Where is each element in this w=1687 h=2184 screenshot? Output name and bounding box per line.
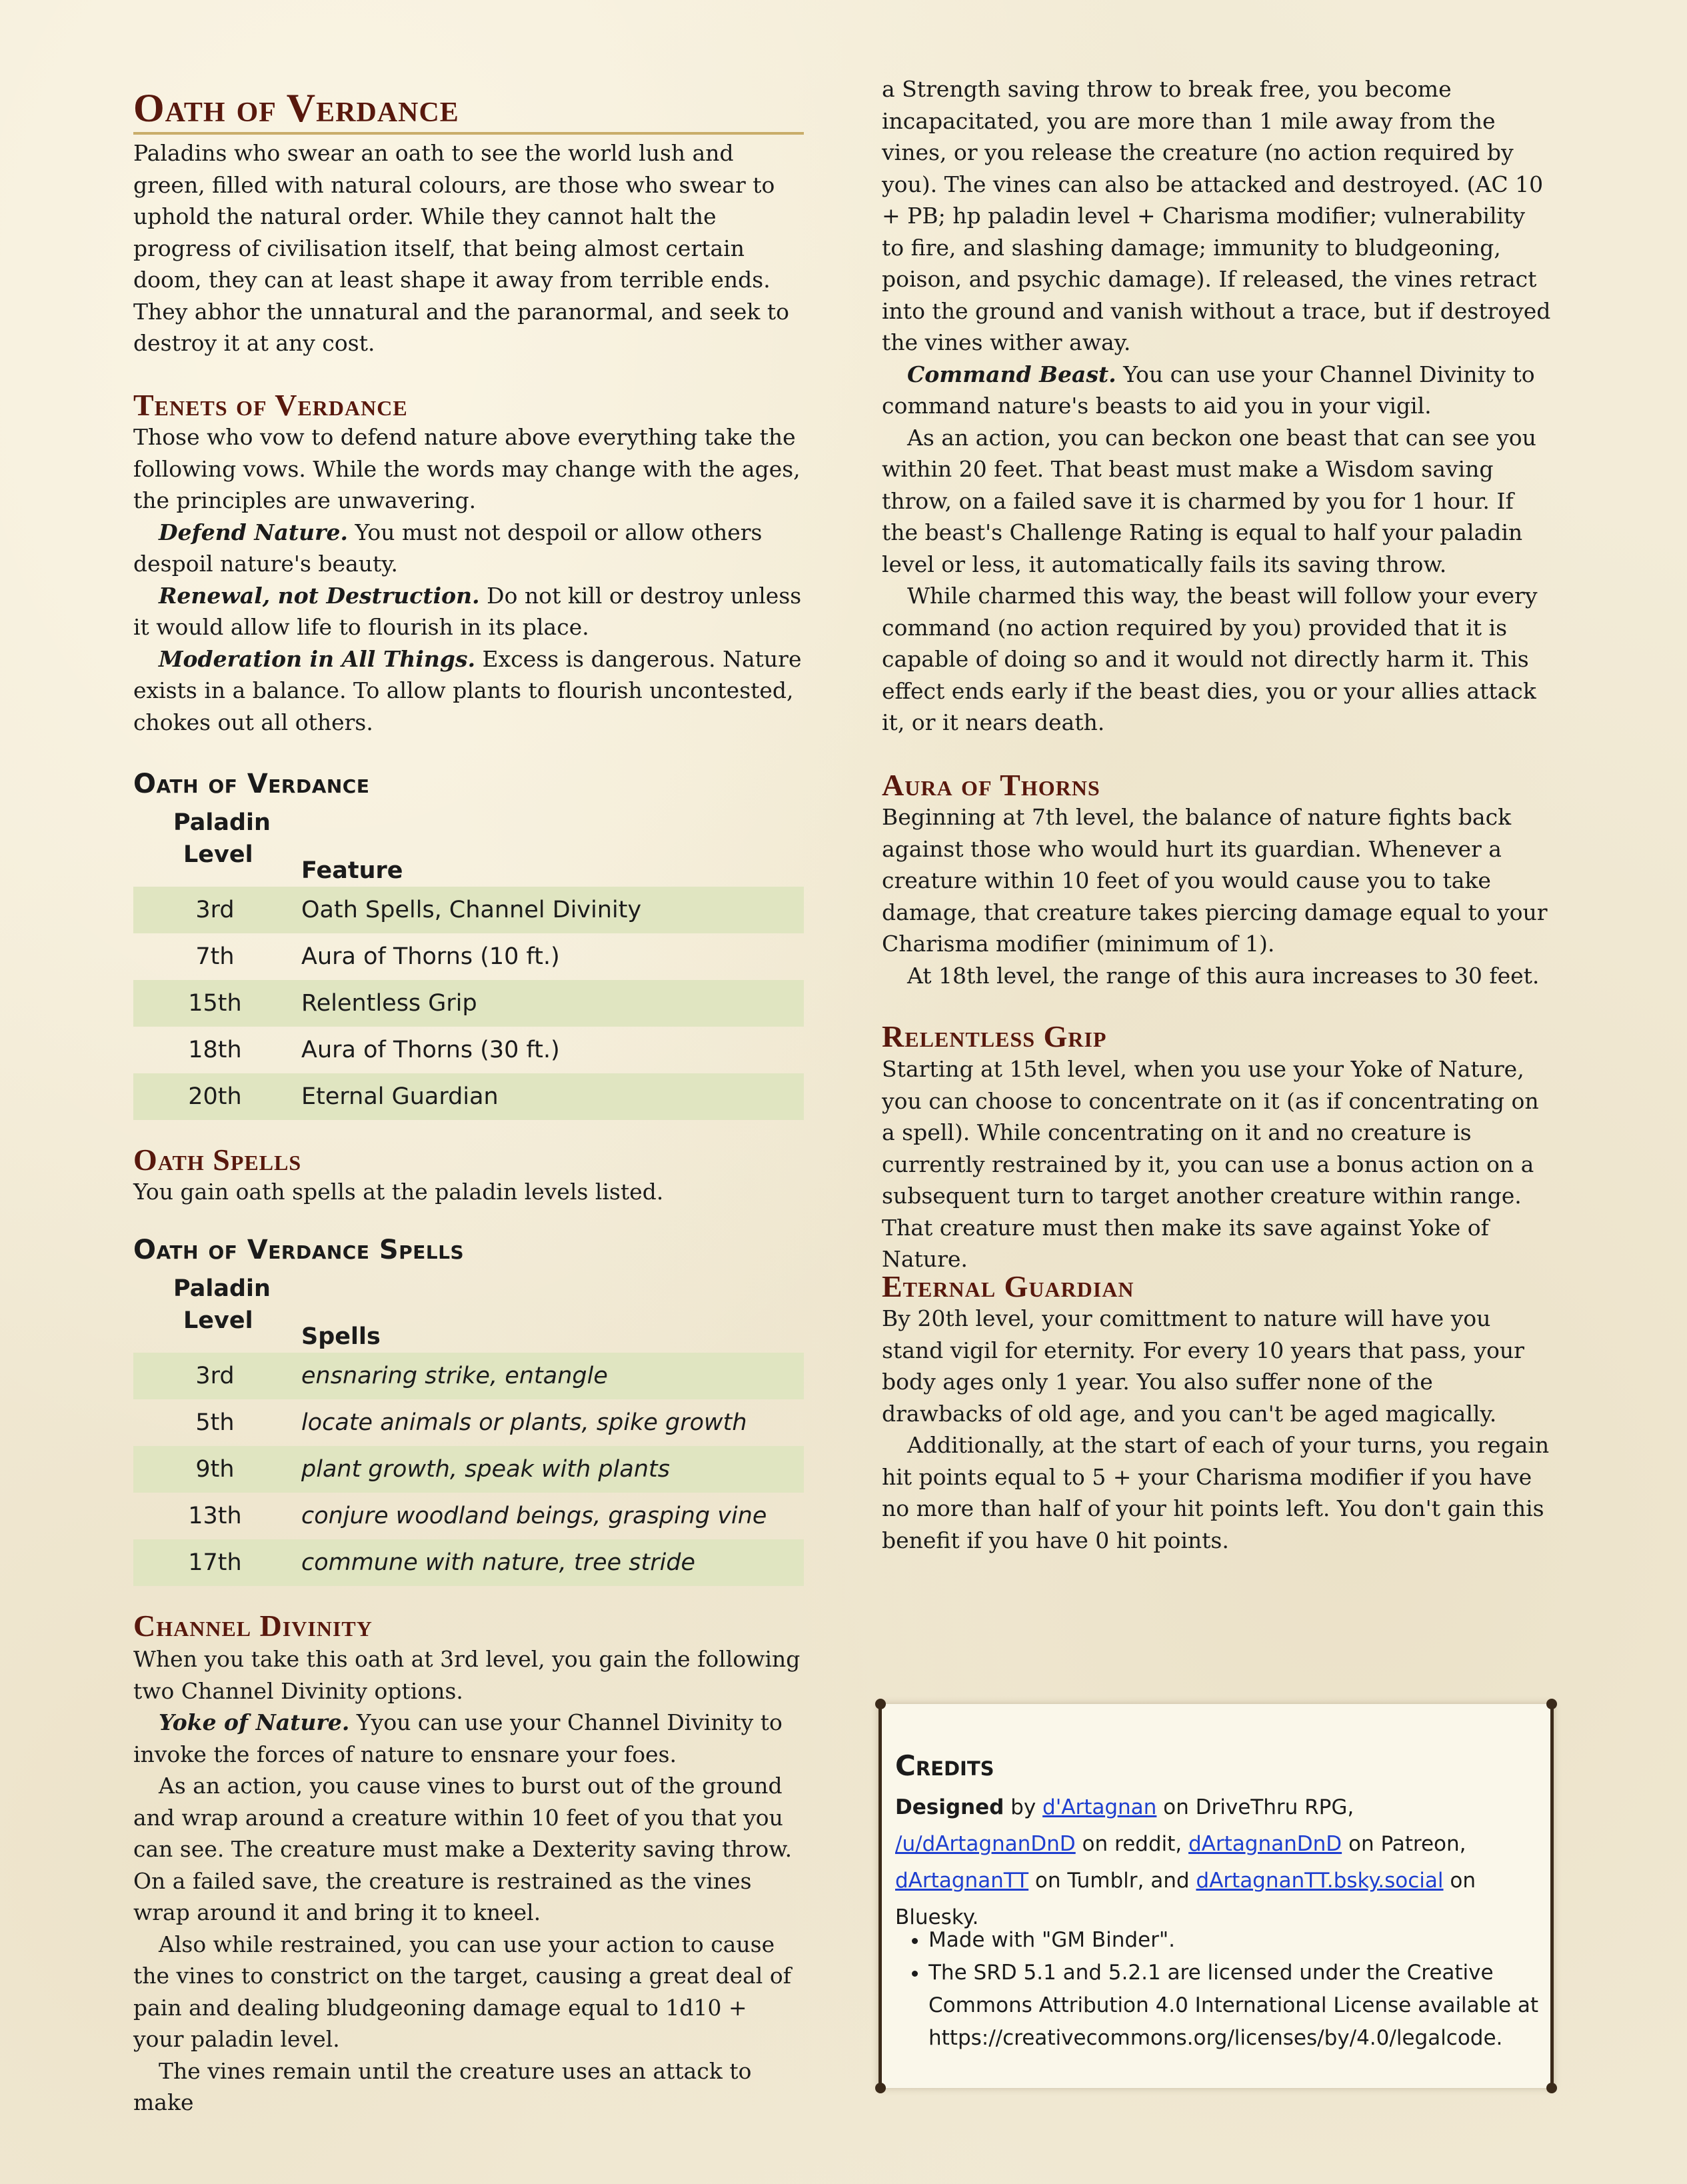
level-cell: 3rd — [195, 1363, 235, 1389]
col-header-feature: Feature — [301, 857, 403, 884]
credits-list-item: • The SRD 5.1 and 5.2.1 are licensed under the Creative Commons Attribution 4.0 International License available at https://creativecommons.org/licenses/by/4.0/legalcode. — [928, 1957, 1568, 2055]
channel-divinity-section — [133, 1643, 804, 2119]
tenet-text: You must not despoil or allow others despoil nature's beauty. — [133, 519, 763, 577]
level-cell: 9th — [195, 1456, 235, 1483]
level-cell: 17th — [188, 1549, 242, 1576]
table-row — [133, 1493, 804, 1539]
beast-term: Command Beast. — [907, 361, 1116, 387]
table-row — [133, 1446, 804, 1493]
aura-p2: At 18th level, the range of this aura increases to 30 feet. — [907, 962, 1540, 989]
page-title: Oath of Verdance — [133, 86, 459, 130]
tenet-term: Defend Nature. — [159, 519, 349, 545]
credits-title: Credits — [895, 1749, 994, 1782]
table-row — [133, 980, 804, 1027]
credits-body — [895, 1789, 1535, 1936]
feature-cell: Eternal Guardian — [301, 1083, 499, 1110]
tenet-item — [133, 643, 804, 739]
grip-p1: Starting at 15th level, when you use your Yoke of Nature, you can choose to concentrate on it (as if concentrating on a spell). While concentrating on it and no creature is currently restrained by it, you can use a bonus action on a subsequent turn to target another creature within range. That creature must then make its save against Yoke of Nature. — [882, 1056, 1539, 1272]
channel-intro: When you take this oath at 3rd level, you gain the following two Channel Divinity options. — [133, 1646, 801, 1704]
tenets-intro: Those who vow to defend nature above everything take the following vows. While the words may change with the ages, the principles are unwavering. — [133, 424, 801, 513]
guardian-heading: Eternal Guardian — [882, 1269, 1134, 1303]
col-header-level — [133, 807, 297, 871]
credits-text: on Tumblr, and — [1028, 1869, 1196, 1893]
grip-heading: Relentless Grip — [882, 1019, 1107, 1053]
beast-paragraph — [882, 359, 1552, 422]
guardian-p2: Additionally, at the start of each of your turns, you regain hit points equal to 5 + your Charisma modifier if you have no more than half of your hit points left. You don't gain this benefit if you have 0 hit points. — [882, 1432, 1550, 1553]
col-header-level-line2: Level — [183, 841, 253, 868]
tenet-text: Do not kill or destroy unless it would allow life to flourish in its place. — [133, 582, 802, 640]
col-header-spells: Spells — [301, 1323, 381, 1350]
designed-label: Designed — [895, 1795, 1004, 1819]
level-cell: 15th — [188, 990, 242, 1017]
table-row — [133, 1399, 804, 1446]
col-header-level-line1: Paladin — [173, 809, 271, 836]
tenets-section — [133, 421, 804, 738]
level-cell: 13th — [188, 1503, 242, 1529]
yoke-text: Yyou can use your Channel Divinity to invoke the forces of nature to ensnare your foes. — [133, 1709, 783, 1767]
level-cell: 18th — [188, 1037, 242, 1063]
tenets-heading: Tenets of Verdance — [133, 388, 408, 422]
credits-text: on Bluesky. — [895, 1869, 1476, 1929]
table-header — [133, 1273, 804, 1353]
link-patreon[interactable]: dArtagnanDnD — [1188, 1832, 1342, 1856]
col-header-level — [133, 1273, 297, 1337]
table-row — [133, 933, 804, 980]
oath-spells-text: You gain oath spells at the paladin levels listed. — [133, 1179, 664, 1205]
intro-paragraph: Paladins who swear an oath to see the world lush and green, filled with natural colours, are those who swear to uphold the natural order. While they cannot halt the progress of civilisation itself, that being almost certain doom, they can at least shape it away from terrible ends. They abhor the unnatural and the paranormal, and seek to destroy it at any cost. — [133, 140, 789, 356]
aura-section — [882, 801, 1552, 991]
yoke-p4-continued: a Strength saving throw to break free, you become incapacitated, you are more than 1 mile away from the vines, or you release the creature (no action required by you). The vines can also be attacked and destroyed. (AC 10 + PB; hp paladin level + Charisma modifier; vulnerability to fire, and slashing damage; immunity to bludgeoning, poison, and psychic damage). If released, the vines retract into the ground and vanish without a trace, but if destroyed the vines wither away. — [882, 76, 1551, 355]
tenet-term: Renewal, not Destruction. — [159, 582, 480, 609]
tenet-item — [133, 580, 804, 643]
spells-cell: locate animals or plants, spike growth — [301, 1409, 747, 1436]
title-rule — [133, 132, 804, 135]
aura-heading: Aura of Thorns — [882, 768, 1100, 802]
credits-text: on DriveThru RPG, — [1156, 1795, 1354, 1819]
corner-ornament — [1546, 2083, 1557, 2093]
tenet-item — [133, 517, 804, 580]
level-cell: 5th — [195, 1409, 235, 1436]
credits-text: by — [1004, 1795, 1043, 1819]
col-header-level-line2: Level — [183, 1307, 253, 1334]
feature-cell: Aura of Thorns (10 ft.) — [301, 943, 560, 970]
table-header — [133, 807, 804, 887]
grip-section — [882, 1053, 1552, 1275]
oath-spells-heading: Oath Spells — [133, 1143, 302, 1177]
feature-cell: Oath Spells, Channel Divinity — [301, 897, 642, 923]
beast-p3: While charmed this way, the beast will follow your every command (no action required by you) provided that it is capable of doing so and it would not directly harm it. This effect ends early if the beast dies, you or your allies attack it, or it nears death. — [882, 583, 1538, 735]
feature-table-title: Oath of Verdance — [133, 769, 370, 799]
link-tumblr[interactable]: dArtagnanTT — [895, 1869, 1029, 1893]
spells-cell: commune with nature, tree stride — [301, 1549, 696, 1576]
tenet-text: Excess is dangerous. Nature exists in a balance. To allow plants to flourish uncontested, chokes out all others. — [133, 645, 802, 735]
feature-table — [133, 807, 804, 1120]
level-cell: 3rd — [195, 897, 235, 923]
yoke-p4: The vines remain until the creature uses an attack to make — [133, 2057, 752, 2115]
yoke-p2: As an action, you cause vines to burst out of the ground and wrap around a creature within 10 feet of you that you can see. The creature must make a Dexterity saving throw. On a failed save, the creature is restrained as the vines wrap around it and bring it to kneel. — [133, 1773, 793, 1925]
level-cell: 20th — [188, 1083, 242, 1110]
feature-cell: Relentless Grip — [301, 990, 477, 1017]
spells-table — [133, 1273, 804, 1586]
feature-cell: Aura of Thorns (30 ft.) — [301, 1037, 560, 1063]
spells-table-title: Oath of Verdance Spells — [133, 1235, 465, 1265]
credits-text: on Patreon, — [1342, 1832, 1466, 1856]
link-reddit[interactable]: /u/dArtagnanDnD — [895, 1832, 1076, 1856]
beast-text: You can use your Channel Divinity to command nature's beasts to aid you in your vigil. — [882, 361, 1535, 419]
link-bluesky[interactable]: dArtagnanTT.bsky.social — [1196, 1869, 1444, 1893]
table-row — [133, 1539, 804, 1586]
credits-text: on reddit, — [1075, 1832, 1188, 1856]
table-row — [133, 1353, 804, 1399]
yoke-paragraph — [133, 1707, 804, 1770]
corner-ornament — [1546, 1699, 1557, 1709]
table-row — [133, 1027, 804, 1073]
guardian-section — [882, 1303, 1552, 1556]
table-row — [133, 887, 804, 933]
tenet-term: Moderation in All Things. — [159, 645, 476, 672]
credits-list — [895, 1924, 1568, 2055]
link-drivethru[interactable]: d'Artagnan — [1042, 1795, 1157, 1819]
col-header-level-line1: Paladin — [173, 1275, 271, 1302]
table-row — [133, 1073, 804, 1120]
level-cell: 7th — [195, 943, 235, 970]
spells-cell: ensnaring strike, entangle — [301, 1363, 608, 1389]
channel-divinity-continued — [882, 73, 1552, 739]
spells-cell: plant growth, speak with plants — [301, 1456, 670, 1483]
yoke-p3: Also while restrained, you can use your action to cause the vines to constrict on the target, causing a great deal of pain and dealing bludgeoning damage equal to 1d10 + your paladin level. — [133, 1931, 791, 2052]
spells-cell: conjure woodland beings, grasping vine — [301, 1503, 767, 1529]
yoke-term: Yoke of Nature. — [159, 1709, 350, 1735]
credits-box — [878, 1704, 1554, 2088]
corner-ornament — [875, 2083, 886, 2093]
guardian-p1: By 20th level, your comittment to nature will have you stand vigil for eternity. For every 10 years that pass, your body ages only 1 year. You also suffer none of the drawbacks of old age, and you can't be aged magically. — [882, 1305, 1524, 1427]
beast-p2: As an action, you can beckon one beast that can see you within 20 feet. That beast must make a Wisdom saving throw, on a failed save it is charmed by you for 1 hour. If the beast's Challenge Rating is equal to half your paladin level or less, it automatically fails its saving throw. — [882, 424, 1536, 577]
channel-divinity-heading: Channel Divinity — [133, 1609, 373, 1643]
aura-p1: Beginning at 7th level, the balance of nature fights back against those who would hurt its guardian. Whenever a creature within 10 feet of you would cause you to take damage, that creature takes piercing damage equal to your Charisma modifier (minimum of 1). — [882, 804, 1548, 957]
credits-list-item: • Made with "GM Binder". — [928, 1924, 1568, 1957]
corner-ornament — [875, 1699, 886, 1709]
